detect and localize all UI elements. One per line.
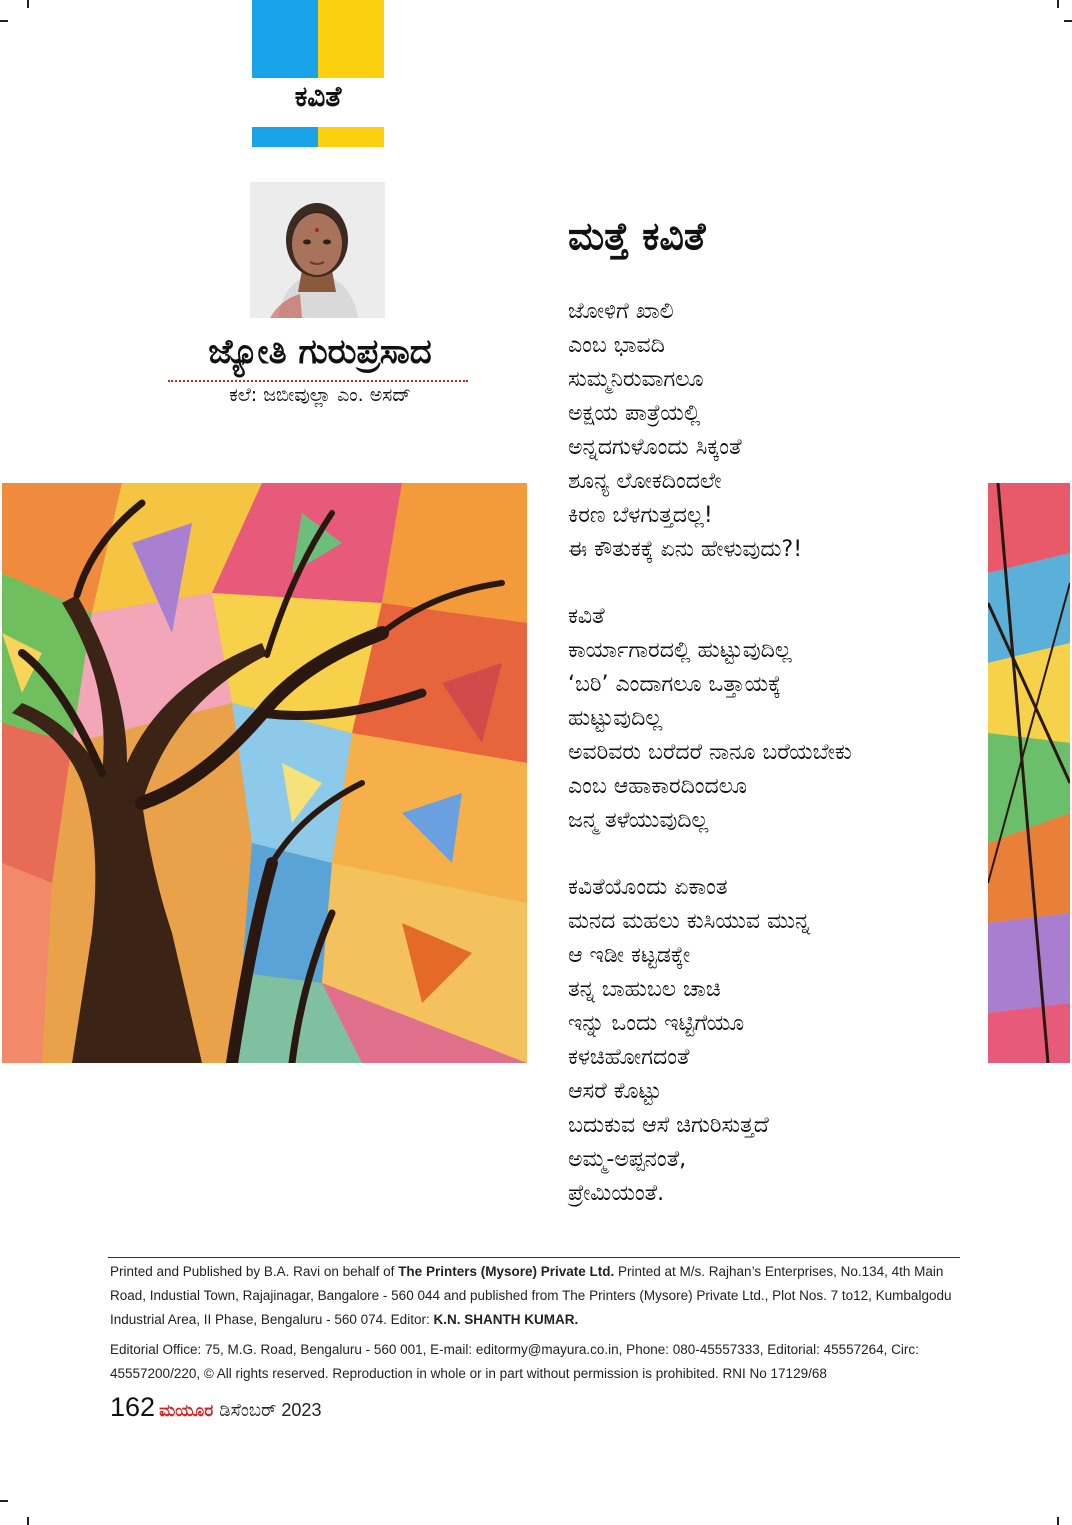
- poem-line: ‘ಬರಿ’ ಎಂದಾಗಲೂ ಒತ್ತಾಯಕ್ಕೆ: [568, 672, 782, 697]
- imprint-text: Printed and Published by B.A. Ravi on behalf of: [110, 1264, 399, 1279]
- poem-line: ಎಂಬ ಭಾವದಿ: [568, 333, 665, 358]
- imprint-text: Printed at M/s. Rajhan’s Enterprises, No.134, 4th Main Road, Industial Town, Rajajinagar, Bangalore - 560 044 and published from The Printers (Mysore) Private Ltd., Plot Nos. 7 to12, Kumbalgodu Industrial Area, II Phase, Bengaluru - 560 074. Editor:: [110, 1264, 952, 1327]
- poem-line: ಎಂಬ ಆಹಾಕಾರದಿಂದಲೂ: [568, 774, 748, 799]
- painting-edge-strip: [988, 483, 1070, 1063]
- poem-line: ಅಕ್ಷಯ ಪಾತ್ರೆಯಲ್ಲಿ: [568, 401, 701, 426]
- poem-line: ಕಿರಣ ಬೆಳಗುತ್ತದಲ್ಲ!: [568, 503, 713, 528]
- tag-blue-panel: [252, 0, 318, 78]
- crop-mark: [1064, 20, 1072, 22]
- footer-rule: [108, 1257, 960, 1258]
- poem-line: ಕಾರ್ಯಾಗಾರದಲ್ಲಿ ಹುಟ್ಟುವುದಿಲ್ಲ: [568, 638, 792, 663]
- crop-mark: [27, 1517, 29, 1525]
- art-credit: ಕಲೆ: ಜಬೀವುಲ್ಲಾ ಎಂ. ಅಸದ್: [229, 384, 411, 406]
- issue-date: ಡಿಸೆಂಬರ್ 2023: [219, 1400, 322, 1420]
- imprint-editor: K.N. SHANTH KUMAR.: [433, 1312, 579, 1327]
- imprint-block: [110, 1260, 960, 1392]
- poem-line: ಜನ್ಮ ತಳೆಯುವುದಿಲ್ಲ: [568, 808, 709, 833]
- crop-mark: [1057, 1517, 1059, 1525]
- poem-line: ಆ ಇಡೀ ಕಟ್ಟಡಕ್ಕೇ: [568, 943, 691, 968]
- tag-bar-blue: [252, 127, 318, 147]
- section-tag-bar: [252, 127, 384, 147]
- page-folio: [110, 1392, 321, 1423]
- poem-line: ಹುಟ್ಟುವುದಿಲ್ಲ: [568, 706, 663, 731]
- imprint-contact: Editorial Office: 75, M.G. Road, Bengaluru - 560 001, E-mail: editormy@mayura.co.in, Phone: 080-45557333, Editorial: 45557264, Circ: 45557200/220, © All rights reserved. Reproduction in whole or in part without permission is prohibited. RNI No 17129/68: [110, 1342, 919, 1381]
- poem-line: ಶೂನ್ಯ ಲೋಕದಿಂದಲೇ: [568, 469, 722, 494]
- imprint-company: The Printers (Mysore) Private Ltd.: [398, 1264, 615, 1279]
- poem-line: ತನ್ನ ಬಾಹುಬಲ ಚಾಚಿ: [568, 977, 721, 1002]
- author-photo: [250, 182, 385, 318]
- tag-bar-yellow: [318, 127, 384, 147]
- poem-body: [568, 295, 988, 1244]
- poem-line: ಕವಿತೆ: [568, 604, 605, 629]
- stained-glass-tree-illustration: [2, 483, 527, 1063]
- tree-painting: [2, 483, 527, 1063]
- imprint-publisher: [110, 1260, 960, 1332]
- section-tag-block: [252, 0, 384, 78]
- crop-mark: [0, 20, 8, 22]
- section-label: ಕವಿತೆ: [294, 80, 342, 113]
- poem-line: ಈ ಕೌತುಕಕ್ಕೆ ಏನು ಹೇಳುವುದು?!: [568, 537, 803, 562]
- crop-mark: [0, 1500, 8, 1502]
- poem-stanza: [568, 600, 988, 838]
- poem-line: ಆಸರೆ ಕೊಟ್ಟು: [568, 1079, 662, 1104]
- poem-title: ಮತ್ತೆ ಕವಿತೆ: [568, 214, 706, 258]
- crop-mark: [27, 0, 29, 8]
- poem-line: ಅಮ್ಮ-ಅಪ್ಪನಂತೆ,: [568, 1147, 687, 1172]
- magazine-logo: ಮಯೂರ: [159, 1401, 214, 1420]
- dotted-divider: [168, 380, 468, 382]
- author-portrait-illustration: [250, 182, 385, 318]
- poem-line: ಬದುಕುವ ಆಸೆ ಚಿಗುರಿಸುತ್ತದೆ: [568, 1113, 769, 1138]
- poem-line: ಸುಮ್ಮನಿರುವಾಗಲೂ: [568, 367, 704, 392]
- poem-line: ಜೋಳಿಗೆ ಖಾಲಿ: [568, 299, 674, 324]
- poem-stanza: [568, 295, 988, 567]
- tag-yellow-panel: [318, 0, 384, 78]
- stained-glass-strip-illustration: [988, 483, 1070, 1063]
- poem-line: ಮನದ ಮಹಲು ಕುಸಿಯುವ ಮುನ್ನ: [568, 909, 811, 934]
- poem-line: ಇನ್ನು ಒಂದು ಇಟ್ಟಿಗೆಯೂ: [568, 1011, 745, 1036]
- poem-line: ಅನ್ನದಗುಳೊಂದು ಸಿಕ್ಕಂತೆ: [568, 435, 742, 460]
- poem-line: ಅವರಿವರು ಬರೆದರೆ ನಾನೂ ಬರೆಯಬೇಕು: [568, 740, 852, 765]
- poem-stanza: [568, 871, 988, 1211]
- author-name: ಜ್ಯೋತಿ ಗುರುಪ್ರಸಾದ: [208, 332, 432, 372]
- page-number: 162: [110, 1392, 156, 1422]
- poem-line: ಪ್ರೇಮಿಯಂತೆ.: [568, 1181, 665, 1206]
- crop-mark: [1057, 0, 1059, 8]
- poem-line: ಕವಿತೆಯೊಂದು ಏಕಾಂತ: [568, 875, 728, 900]
- poem-line: ಕಳಚಿಹೋಗದಂತೆ: [568, 1045, 690, 1070]
